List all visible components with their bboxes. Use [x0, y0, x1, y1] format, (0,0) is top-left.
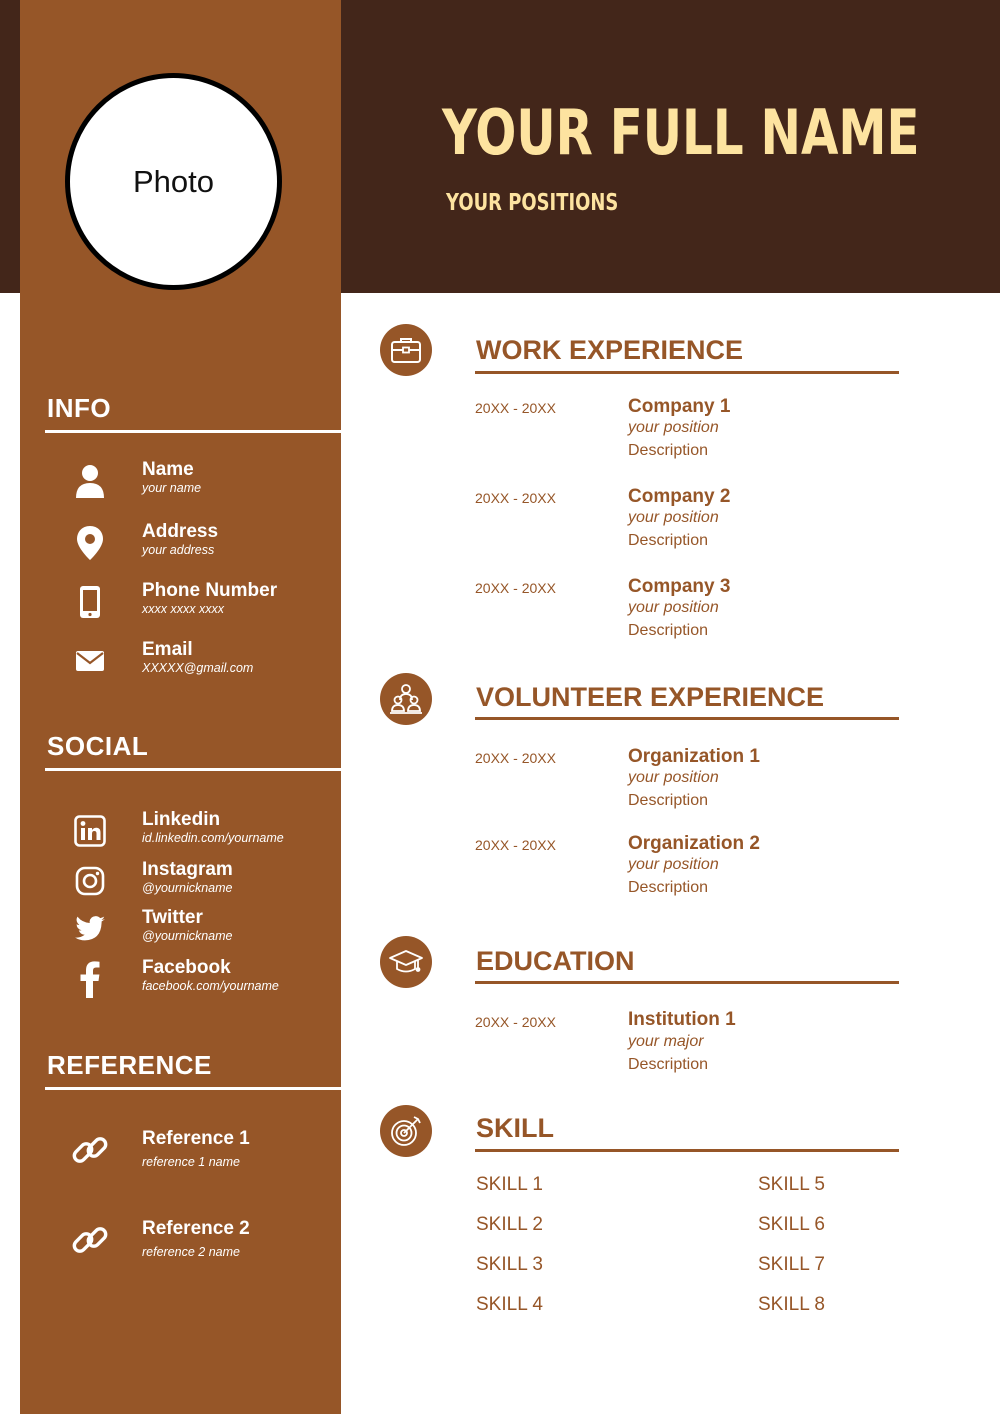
- skill-item: SKILL 6: [758, 1214, 825, 1235]
- info-email-title: Email: [142, 639, 193, 660]
- volunteer-divider: [475, 717, 899, 720]
- briefcase-icon: [380, 324, 432, 376]
- education-1-title: Institution 1: [628, 1009, 736, 1030]
- info-email-value: XXXXX@gmail.com: [142, 661, 254, 675]
- work-3-description: Description: [628, 622, 709, 639]
- full-name: YOUR FULL NAME: [442, 96, 920, 169]
- work-heading: WORK EXPERIENCE: [476, 335, 744, 365]
- work-2-title: Company 2: [628, 486, 731, 507]
- work-1-date: 20XX - 20XX: [475, 400, 556, 416]
- social-instagram-value: @yournickname: [142, 881, 233, 895]
- skill-divider: [475, 1149, 899, 1152]
- skill-item: SKILL 8: [758, 1294, 825, 1315]
- volunteer-2-description: Description: [628, 879, 709, 896]
- social-item-facebook: [66, 957, 336, 1007]
- volunteer-1-date: 20XX - 20XX: [475, 750, 556, 766]
- work-2-date: 20XX - 20XX: [475, 490, 556, 506]
- work-2-position: your position: [628, 509, 719, 526]
- twitter-icon: [66, 907, 114, 951]
- team-icon: [380, 673, 432, 725]
- skill-item: SKILL 4: [476, 1294, 543, 1315]
- volunteer-2-title: Organization 2: [628, 833, 760, 854]
- education-1-description: Description: [628, 1056, 709, 1073]
- social-twitter-title: Twitter: [142, 907, 203, 928]
- social-facebook-value: facebook.com/yourname: [142, 979, 279, 993]
- info-address-value: your address: [142, 543, 215, 557]
- info-phone-value: xxxx xxxx xxxx: [142, 602, 224, 616]
- linkedin-icon: [66, 809, 114, 853]
- info-phone-title: Phone Number: [142, 580, 278, 601]
- social-item-linkedin: [66, 809, 336, 859]
- work-divider: [475, 371, 899, 374]
- volunteer-1-position: your position: [628, 769, 719, 786]
- info-address-title: Address: [142, 521, 219, 542]
- photo-label: Photo: [132, 163, 214, 199]
- work-1-description: Description: [628, 442, 709, 459]
- reference-item-1: [66, 1128, 336, 1178]
- reference-divider: [45, 1087, 341, 1090]
- skill-item: SKILL 2: [476, 1214, 543, 1235]
- reference-2-title: Reference 2: [142, 1218, 250, 1239]
- skill-heading: SKILL: [476, 1113, 554, 1143]
- social-linkedin-value: id.linkedin.com/yourname: [142, 831, 284, 845]
- info-item-address: [66, 521, 336, 571]
- work-1-title: Company 1: [628, 396, 731, 417]
- education-divider: [475, 981, 899, 984]
- education-1-date: 20XX - 20XX: [475, 1014, 556, 1030]
- info-item-email: [66, 639, 336, 689]
- info-item-name: [66, 459, 336, 509]
- photo-placeholder: [65, 73, 282, 290]
- reference-2-value: reference 2 name: [142, 1245, 240, 1259]
- location-pin-icon: [66, 521, 114, 565]
- skill-item: SKILL 3: [476, 1254, 543, 1275]
- education-heading: EDUCATION: [476, 946, 635, 976]
- work-3-title: Company 3: [628, 576, 731, 597]
- social-facebook-title: Facebook: [142, 957, 231, 978]
- volunteer-2-position: your position: [628, 856, 719, 873]
- graduation-cap-icon: [380, 936, 432, 988]
- social-linkedin-title: Linkedin: [142, 809, 221, 830]
- email-icon: [66, 639, 114, 683]
- instagram-icon: [66, 859, 114, 903]
- target-icon: [380, 1105, 432, 1157]
- volunteer-1-title: Organization 1: [628, 746, 760, 767]
- social-heading: SOCIAL: [47, 731, 149, 761]
- skill-item: SKILL 1: [476, 1174, 543, 1195]
- social-twitter-value: @yournickname: [142, 929, 233, 943]
- volunteer-2-date: 20XX - 20XX: [475, 837, 556, 853]
- info-divider: [45, 430, 341, 433]
- link-icon: [66, 1218, 114, 1262]
- reference-1-title: Reference 1: [142, 1128, 250, 1149]
- reference-heading: REFERENCE: [47, 1050, 212, 1080]
- education-1-major: your major: [628, 1033, 704, 1050]
- volunteer-1-description: Description: [628, 792, 709, 809]
- facebook-icon: [66, 957, 114, 1001]
- social-divider: [45, 768, 341, 771]
- positions: YOUR POSITIONS: [446, 190, 619, 216]
- volunteer-heading: VOLUNTEER EXPERIENCE: [476, 682, 825, 712]
- social-instagram-title: Instagram: [142, 859, 233, 880]
- social-item-twitter: [66, 907, 336, 957]
- reference-item-2: [66, 1218, 336, 1268]
- work-3-date: 20XX - 20XX: [475, 580, 556, 596]
- skill-item: SKILL 5: [758, 1174, 825, 1195]
- work-2-description: Description: [628, 532, 709, 549]
- skill-item: SKILL 7: [758, 1254, 825, 1275]
- info-name-value: your name: [142, 481, 202, 495]
- info-heading: INFO: [47, 393, 112, 423]
- work-3-position: your position: [628, 599, 719, 616]
- info-item-phone: [66, 580, 336, 630]
- person-icon: [66, 459, 114, 503]
- phone-icon: [66, 580, 114, 624]
- social-item-instagram: [66, 859, 336, 909]
- info-name-title: Name: [142, 459, 194, 480]
- link-icon: [66, 1128, 114, 1172]
- work-1-position: your position: [628, 419, 719, 436]
- reference-1-value: reference 1 name: [142, 1155, 240, 1169]
